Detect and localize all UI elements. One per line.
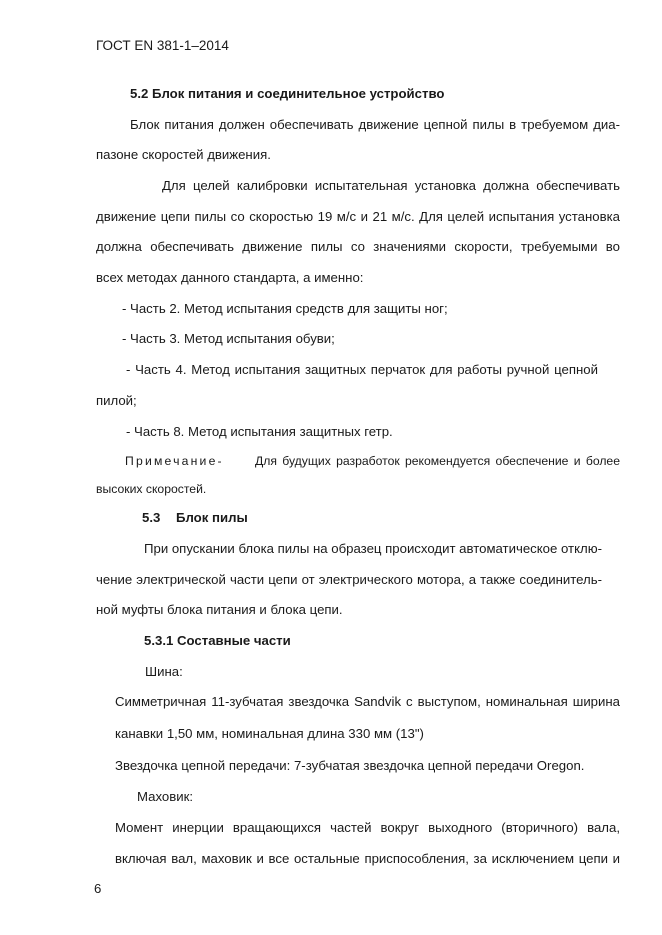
list-item: - Часть 3. Метод испытания обуви; — [122, 331, 335, 346]
paragraph-line: Блок питания должен обеспечивать движение цепной пилы в требуемом диа- — [130, 117, 620, 132]
paragraph-line: чение электрической части цепи от электрического мотора, а также соединитель- — [96, 572, 602, 587]
bar-label: Шина: — [145, 664, 183, 679]
note-label: Примечание- — [125, 454, 224, 468]
list-item: - Часть 8. Метод испытания защитных гетр. — [126, 424, 393, 439]
paragraph-line: ной муфты блока питания и блока цепи. — [96, 602, 343, 617]
paragraph-line: пазоне скоростей движения. — [96, 147, 271, 162]
paragraph-line: включая вал, маховик и все остальные приспособления, за исключением цепи и — [115, 851, 620, 866]
paragraph-line: Для целей калибровки испытательная установка должна обеспечивать — [162, 178, 620, 193]
flywheel-label: Маховик: — [137, 789, 194, 804]
note-text: высоких скоростей. — [96, 482, 207, 496]
list-item: - Часть 4. Метод испытания защитных перчаток для работы ручной цепной — [126, 362, 598, 377]
section-heading-number-5-3: 5.3 — [142, 510, 161, 525]
paragraph-line: При опускании блока пилы на образец происходит автоматическое отклю- — [144, 541, 602, 556]
paragraph-line: канавки 1,50 мм, номинальная длина 330 мм (13") — [115, 726, 424, 741]
list-item-continuation: пилой; — [96, 393, 137, 408]
note-text: Для будущих разработок рекомендуется обеспечение и более — [255, 454, 620, 468]
paragraph-line: всех методах данного стандарта, а именно: — [96, 270, 364, 285]
paragraph-line: движение цепи пилы со скоростью 19 м/с и 21 м/с. Для целей испытания установка — [96, 209, 620, 224]
paragraph-line: Момент инерции вращающихся частей вокруг выходного (вторичного) вала, — [115, 820, 620, 835]
paragraph-line: должна обеспечивать движение пилы со значениями скорости, требуемыми во — [96, 239, 620, 254]
section-heading-5-3-1: 5.3.1 Составные части — [144, 633, 291, 648]
page-number: 6 — [94, 881, 102, 896]
list-item: - Часть 2. Метод испытания средств для защиты ног; — [122, 301, 448, 316]
document-code: ГОСТ EN 381-1–2014 — [96, 38, 229, 53]
section-heading-5-3: Блок пилы — [176, 510, 248, 525]
section-heading-5-2: 5.2 Блок питания и соединительное устройство — [130, 86, 445, 101]
paragraph-line: Симметричная 11-зубчатая звездочка Sandvik с выступом, номинальная ширина — [115, 694, 620, 709]
paragraph-line: Звездочка цепной передачи: 7-зубчатая звездочка цепной передачи Oregon. — [115, 758, 585, 773]
